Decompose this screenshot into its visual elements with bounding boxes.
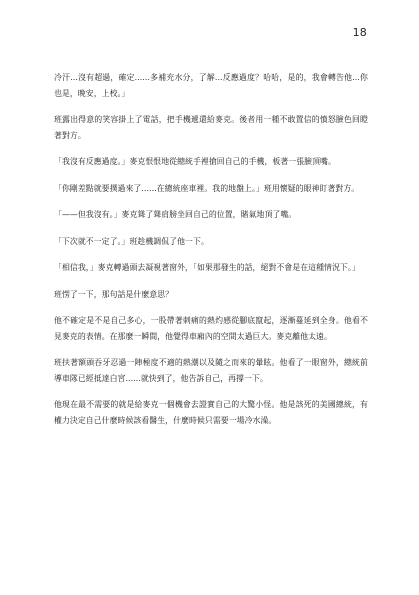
paragraph: 班愣了一下，那句話是什麼意思？ — [54, 289, 174, 299]
paragraph: 「下次就不一定了。」班趁機調侃了他一下。 — [54, 236, 209, 246]
paragraph: 他不確定是不是自己多心，一股帶著刺痛的熱灼感從腳底竄起，逐漸蔓延到全身。他看不見麥克的表情。在那麼一瞬間，他覺得車廂內的空間太過巨大。麥克離他太遠。 — [54, 316, 368, 341]
paragraph: 「相信我，」麥克轉過頭去凝視著窗外，「如果那發生的話，絕對不會是在這種情況下。」 — [54, 263, 360, 272]
paragraph: 他現在最不需要的就是給麥克一個機會去證實自己的大驚小怪。他是該死的美國總統，有權力決定自己什麼時候該看醫生，什麼時候只需要一場冷水澡。 — [54, 400, 368, 425]
paragraph: 班扶著額頭吞牙忍過一陣極度不適的熱潮以及隨之而來的暈眩。他看了一眼窗外，總統前導車隊已經抵達白宮......就快到了，他告訴自己，再撐一下。 — [54, 358, 368, 383]
paragraph: 班露出得意的笑容掛上了電話，把手機遞還給麥克。後者用一種不敢置信的憤怒臉色回瞪著對方。 — [54, 115, 368, 140]
paragraph: 「——但我沒有。」麥克聳了聳肩膀坐回自己的位置，賭氣地頂了嘴。 — [54, 210, 297, 219]
paragraph: 冷汗...沒有超過，確定......多補充水分，了解...反應過度？哈哈，是的，我會轉告他...你也是，晚安，上校。」 — [54, 73, 368, 98]
page-number: 18 — [352, 26, 367, 39]
body-text — [54, 70, 368, 439]
paragraph: 「我沒有反應過度。」麥克恨恨地從總統手裡搶回自己的手機，板著一張臉頂嘴。 — [54, 157, 336, 166]
paragraph: 「你剛差點就要撲過來了......在總統座車裡。我的地盤上。」班用懷疑的眼神盯著對方。 — [54, 183, 360, 193]
